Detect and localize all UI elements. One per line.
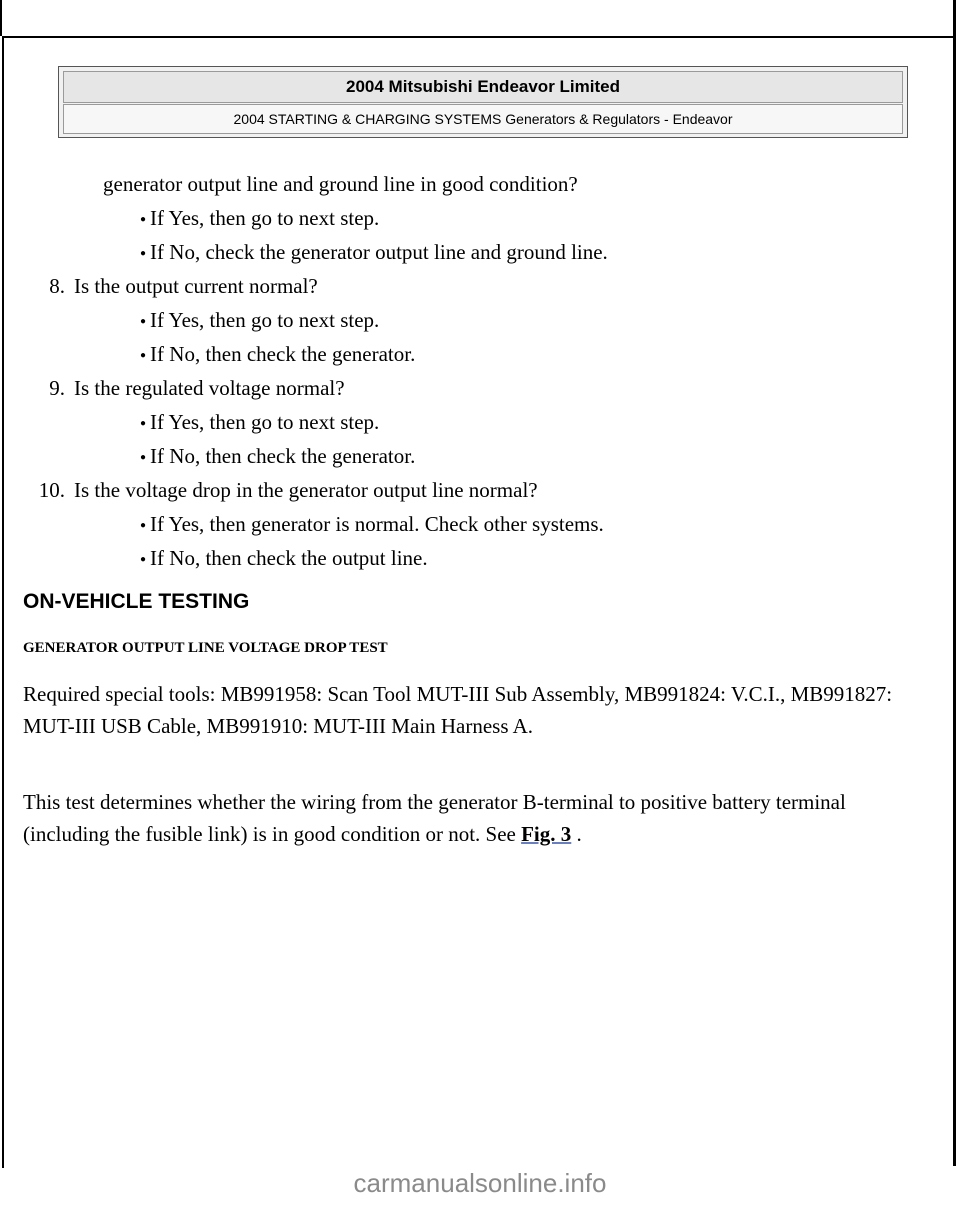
step9-yes-text: If Yes, then go to next step. — [150, 410, 380, 434]
step10-text: Is the voltage drop in the generator output line normal? — [74, 478, 538, 502]
header-subtitle: 2004 STARTING & CHARGING SYSTEMS Generators & Regulators - Endeavor — [63, 104, 903, 134]
step10-yes — [140, 512, 604, 537]
test-paragraph-end: . — [576, 822, 582, 846]
step10-number: 10. — [38, 478, 65, 502]
header-title: 2004 Mitsubishi Endeavor Limited — [63, 71, 903, 103]
step8-no-text: If No, then check the generator. — [150, 342, 416, 366]
section-heading: ON-VEHICLE TESTING — [23, 590, 250, 613]
step8-yes — [140, 308, 379, 333]
step7-yes — [140, 206, 379, 231]
step7-continuation: generator output line and ground line in good condition? — [103, 172, 578, 196]
step9 — [37, 376, 345, 401]
step8 — [37, 274, 318, 299]
step8-no — [140, 342, 415, 367]
step7-no-text: If No, check the generator output line and ground line. — [150, 240, 608, 264]
page-border-left-top — [0, 0, 2, 36]
subsection-heading: GENERATOR OUTPUT LINE VOLTAGE DROP TEST — [23, 640, 388, 656]
step10-no — [140, 546, 428, 571]
step10-yes-text: If Yes, then generator is normal. Check other systems. — [150, 512, 604, 536]
step9-number: 9. — [49, 376, 65, 400]
step10 — [37, 478, 538, 503]
step9-text: Is the regulated voltage normal? — [74, 376, 345, 400]
document-header — [58, 66, 908, 138]
step7-no — [140, 240, 608, 265]
step8-text: Is the output current normal? — [74, 274, 318, 298]
step9-yes — [140, 410, 379, 435]
step9-no-text: If No, then check the generator. — [150, 444, 416, 468]
step8-yes-text: If Yes, then go to next step. — [150, 308, 380, 332]
step10-no-text: If No, then check the output line. — [150, 546, 428, 570]
step8-number: 8. — [49, 274, 65, 298]
test-paragraph-text: This test determines whether the wiring from the generator B-terminal to positive battery terminal (including the fusible link) is in good condition or not. See — [23, 790, 846, 846]
step7-yes-text: If Yes, then go to next step. — [150, 206, 380, 230]
tools-paragraph: Required special tools: MB991958: Scan Tool MUT-III Sub Assembly, MB991824: V.C.I., MB991827: MUT-III USB Cable, MB991910: MUT-III Main Harness A. — [23, 682, 893, 738]
page-border-right — [953, 0, 956, 1166]
step9-no — [140, 444, 415, 469]
test-paragraph — [23, 786, 923, 850]
watermark: carmanualsonline.info — [353, 1168, 607, 1198]
fig-3-link[interactable]: Fig. 3 — [521, 822, 572, 846]
